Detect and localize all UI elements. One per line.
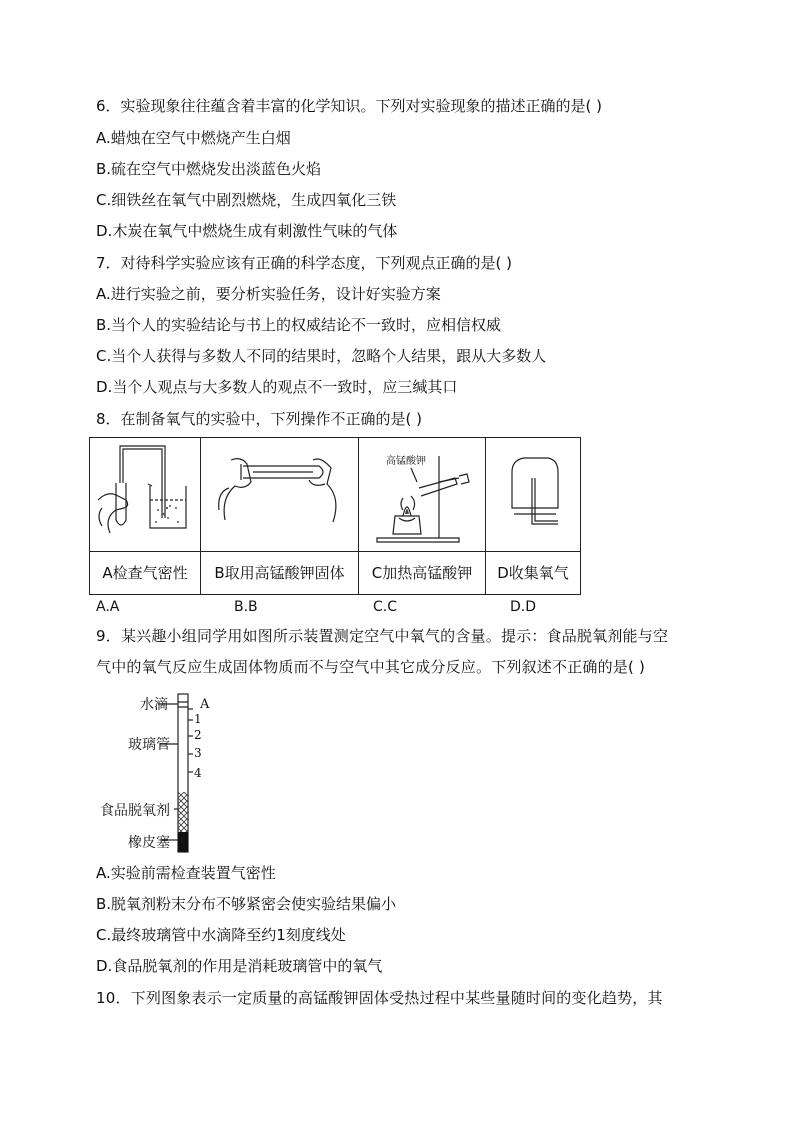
- q8-option-b[interactable]: B.B: [234, 599, 258, 615]
- q6-option-a[interactable]: A.蜡烛在空气中燃烧产生白烟: [96, 129, 291, 147]
- scale-mark-2: 2: [194, 728, 202, 742]
- q9-option-d[interactable]: D.食品脱氧剂的作用是消耗玻璃管中的氧气: [96, 957, 383, 975]
- q8-cell-b: [201, 438, 359, 594]
- collect-gas-drawing: [486, 438, 580, 552]
- q9-stem-line1: 9．某兴趣小组同学用如图所示装置测定空气中氧气的含量。提示：食品脱氧剂能与空: [96, 627, 669, 645]
- take-solid-drawing: [201, 438, 358, 552]
- q9-option-b[interactable]: B.脱氧剂粉末分布不够紧密会使实验结果偏小: [96, 895, 397, 913]
- heating-drawing: [359, 438, 485, 552]
- deoxidizer-label: 食品脱氧剂: [100, 803, 170, 819]
- q7-option-d[interactable]: D.当个人观点与大多数人的观点不一致时，应三缄其口: [96, 378, 458, 396]
- q8-cell-d: [486, 438, 580, 594]
- q10-stem: 10．下列图象表示一定质量的高锰酸钾固体受热过程中某些量随时间的变化趋势，其: [96, 989, 663, 1007]
- q6-option-d[interactable]: D.木炭在氧气中燃烧生成有刺激性气味的气体: [96, 222, 398, 240]
- rubber-stopper-label: 橡皮塞: [128, 835, 170, 851]
- q7-option-b[interactable]: B.当个人的实验结论与书上的权威结论不一致时，应相信权威: [96, 316, 502, 334]
- q8-cell-c: [359, 438, 486, 594]
- glass-tube-label: 玻璃管: [128, 737, 170, 753]
- q7-option-c[interactable]: C.当个人获得与多数人不同的结果时，忽略个人结果，跟从大多数人: [96, 347, 547, 365]
- q6-stem: 6．实验现象往往蕴含着丰富的化学知识。下列对实验现象的描述正确的是( ): [96, 97, 603, 115]
- scale-mark-4: 4: [194, 766, 202, 780]
- q6-option-c[interactable]: C.细铁丝在氧气中剧烈燃烧，生成四氧化三铁: [96, 191, 397, 209]
- q8-figure-label-c: 高锰酸钾: [386, 456, 426, 467]
- q9-option-a[interactable]: A.实验前需检查装置气密性: [96, 864, 276, 882]
- q8-stem: 8．在制备氧气的实验中，下列操作不正确的是( ): [96, 410, 423, 428]
- q8-figure-table: [89, 437, 581, 595]
- q7-option-a[interactable]: A.进行实验之前，要分析实验任务，设计好实验方案: [96, 285, 441, 303]
- airtightness-check-drawing: [90, 438, 200, 552]
- scale-mark-1: 1: [194, 712, 202, 726]
- scale-mark-a: A: [200, 697, 210, 712]
- q9-stem-line2: 气中的氧气反应生成固体物质而不与空气中其它成分反应。下列叙述不正确的是( ): [96, 658, 646, 676]
- q6-option-b[interactable]: B.硫在空气中燃烧发出淡蓝色火焰: [96, 160, 322, 178]
- q8-caption-a: A检查气密性: [102, 564, 188, 582]
- q8-option-c[interactable]: C.C: [373, 599, 398, 615]
- q8-option-a[interactable]: A.A: [96, 599, 120, 615]
- q7-stem: 7．对待科学实验应该有正确的科学态度，下列观点正确的是( ): [96, 254, 513, 272]
- q8-cell-a: [90, 438, 201, 594]
- q8-caption-b: B取用高锰酸钾固体: [214, 564, 345, 582]
- scale-mark-3: 3: [194, 746, 202, 760]
- q8-caption-c: C加热高锰酸钾: [371, 564, 473, 582]
- water-drop-label: 水滴: [140, 697, 168, 713]
- q9-figure: [100, 690, 250, 855]
- q9-option-c[interactable]: C.最终玻璃管中水滴降至约1刻度线处: [96, 926, 346, 944]
- q8-caption-d: D收集氧气: [497, 564, 569, 582]
- q8-option-d[interactable]: D.D: [510, 599, 537, 615]
